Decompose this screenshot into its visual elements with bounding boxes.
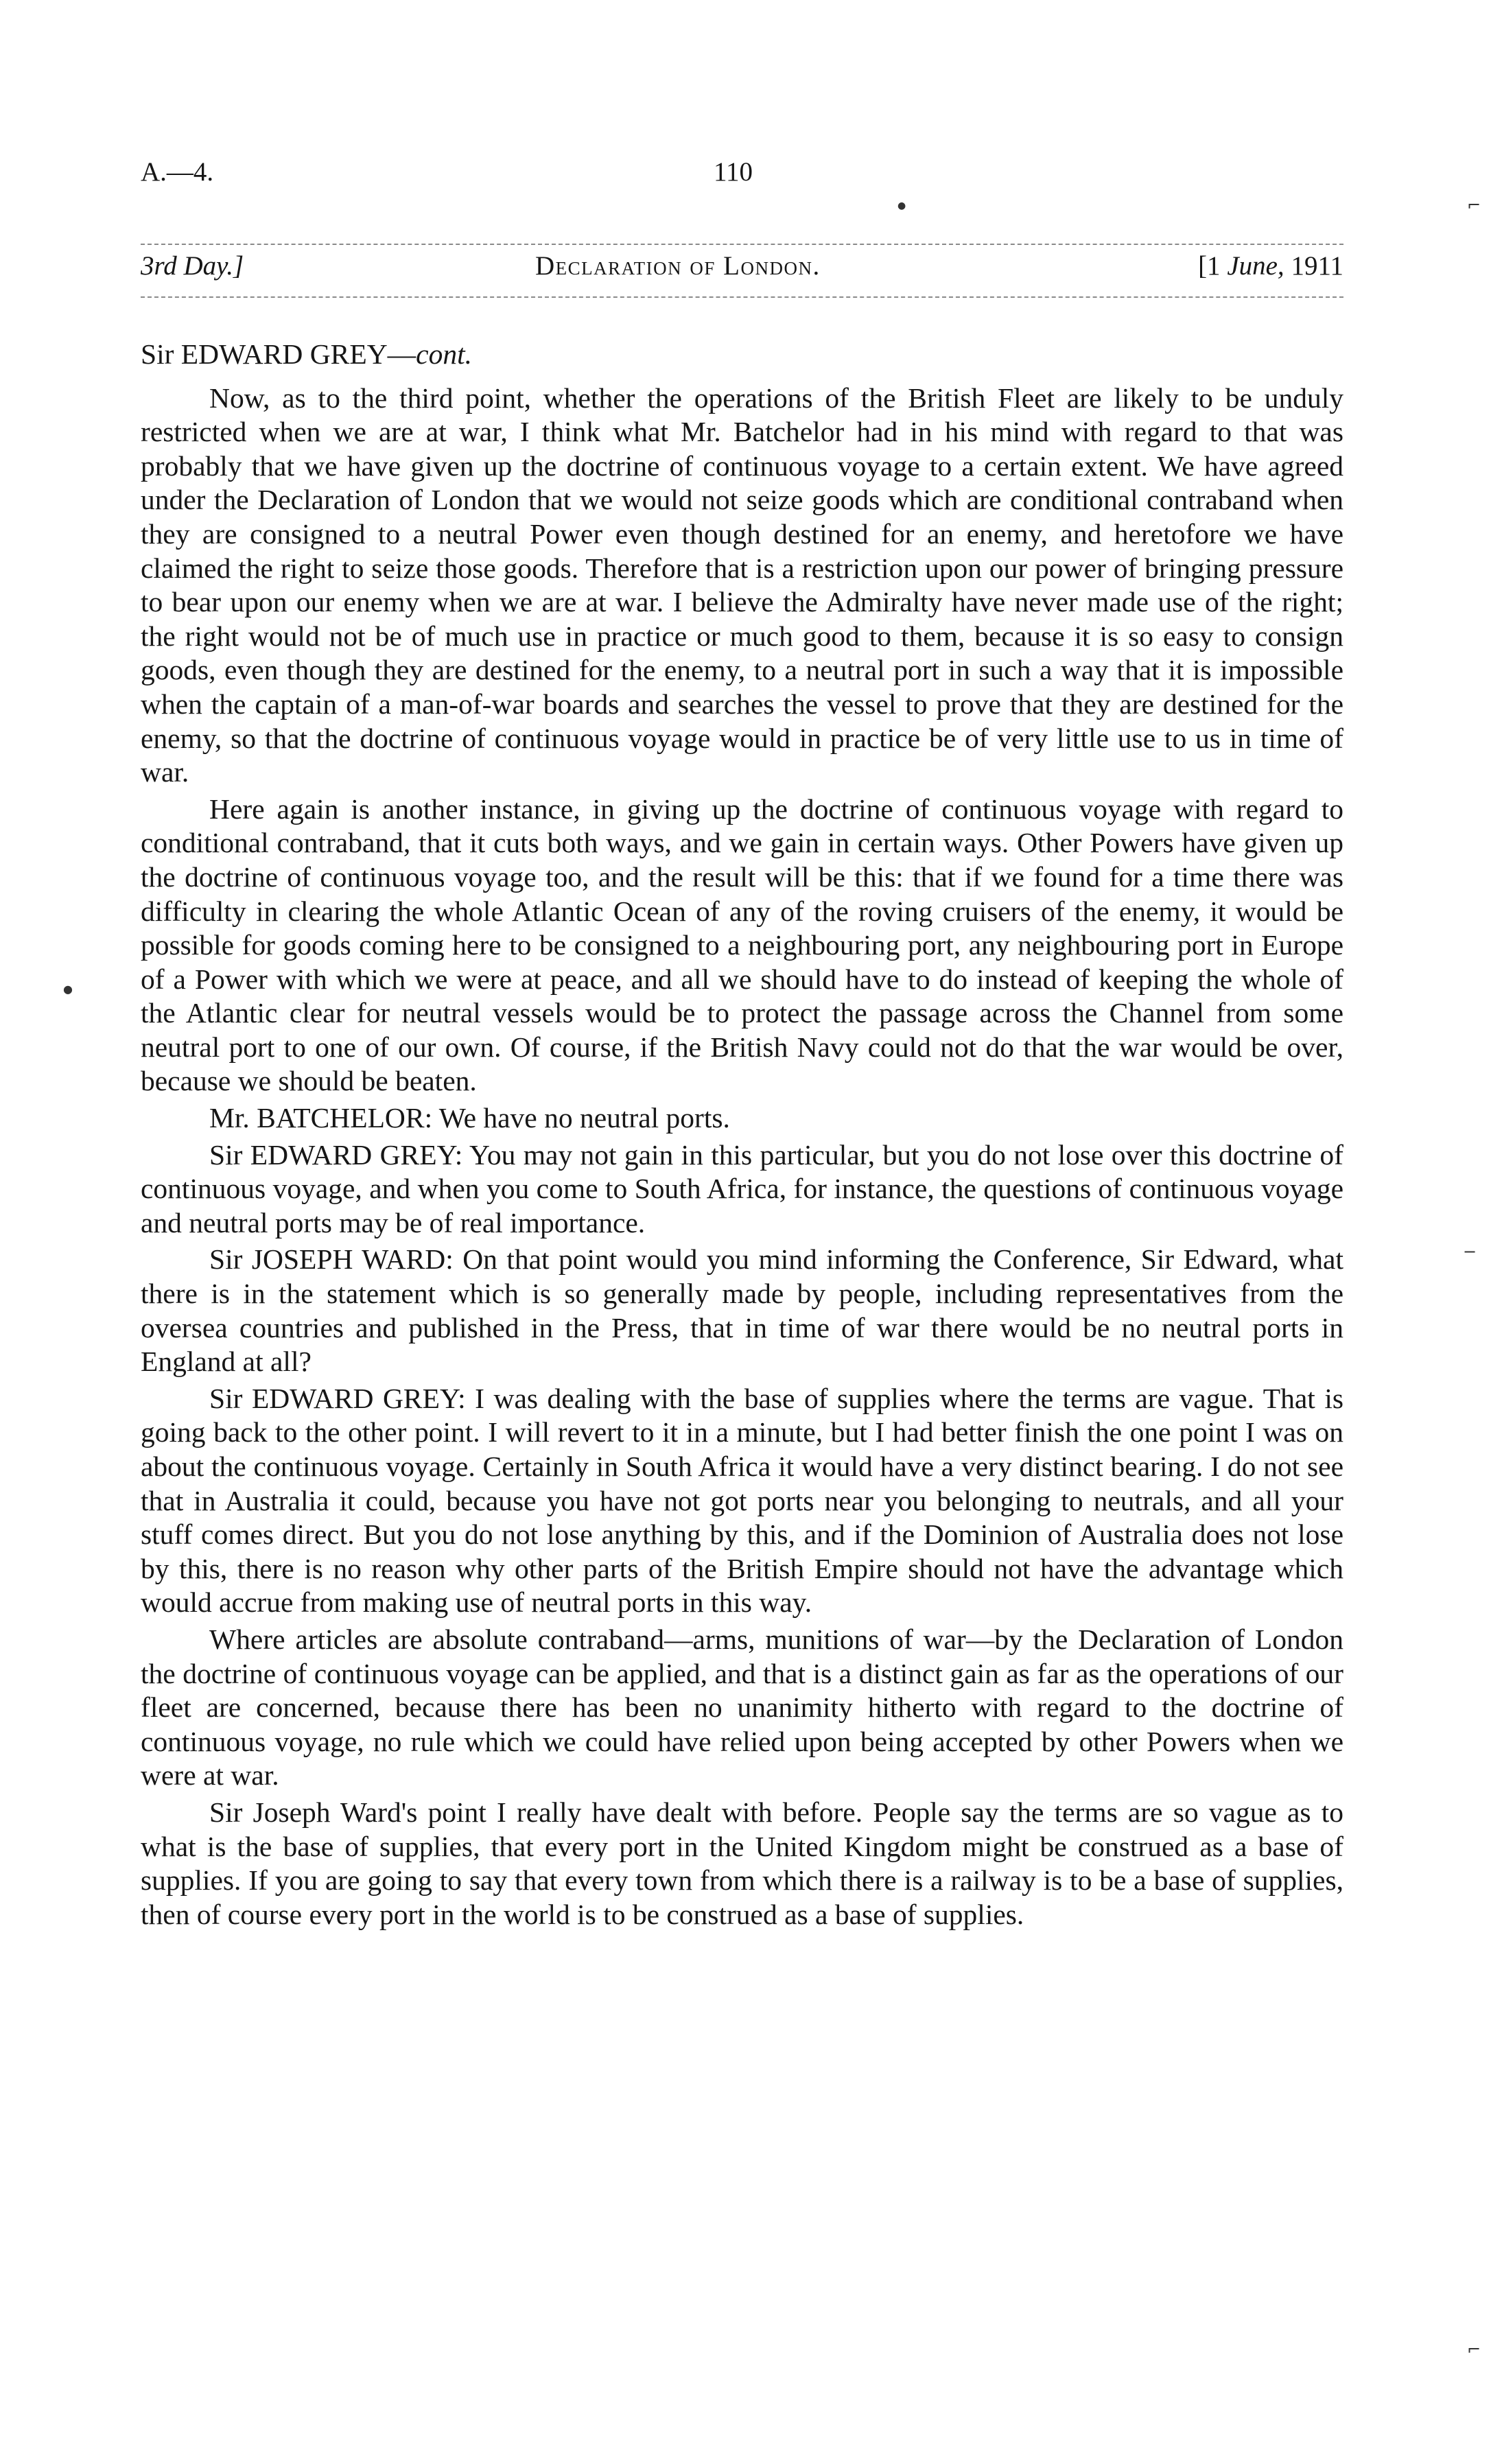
date-month: June, xyxy=(1227,251,1284,281)
paragraph-ward-point: Sir Joseph Ward's point I really have dealt with before. People say the terms are so vague as to what is the base of supplies, that every port in the United Kingdom might be construed as a base of supplies. If you are going to say that every town from which there is a railway is to be a base of supplies, then of course every port in the world is to be construed as a base of supplies. xyxy=(141,1796,1343,1930)
paragraph-grey-base-of-supplies: Sir EDWARD GREY: I was dealing with the base of supplies where the terms are vague. That is going back to the other point. I will revert to it in a minute, but I had better finish the one point I was on about the continuous voyage. Certainly in South Africa it would have a very distinct bearing. I do not see that in Australia it could, because you have not got ports near you belonging to neutrals, and all your stuff comes direct. But you do not lose anything by this, and if the Dominion of Australia does not lose by this, there is no reason why other parts of the British Empire should not have the advantage which would accrue from making use of neutral ports in this way. xyxy=(141,1382,1343,1619)
paragraph-third-point: Now, as to the third point, whether the operations of the British Fleet are likely to be unduly restricted when we are at war, I think what Mr. Batchelor had in his mind with regard to that was probably that we have given up the doctrine of continuous voyage to a certain extent. We have agreed under the Declaration of London that we would not seize goods which are conditional contraband when they are consigned to a neutral Power even though destined for an enemy, and heretofore we have claimed the right to seize those goods. Therefore that is a restriction upon our power of bringing pressure to bear upon our enemy when we are at war. I believe the Admiralty have never made use of the right; the right would not be of much use in practice or much good to them, because it is so easy to consign goods, even though they are destined for the enemy, to a neutral port in such a way that it is impossible when the captain of a man-of-war boards and searches the vessel to prove that they are destined for the enemy, so that the doctrine of continuous voyage would in practice be of very little use to us in time of war. xyxy=(141,382,1343,788)
speaker-name: Sir EDWARD GREY— xyxy=(141,338,416,370)
document-reference: A.—4. xyxy=(141,157,214,187)
running-head-date xyxy=(1198,250,1343,281)
scan-speck: ● xyxy=(63,983,73,996)
scan-edge-mark: ⌐ xyxy=(1467,196,1481,215)
scan-edge-mark: − xyxy=(1463,1242,1477,1261)
header-rule-top xyxy=(141,244,1343,245)
page-header xyxy=(141,156,1343,187)
body-text xyxy=(141,338,1343,1934)
page-number: 110 xyxy=(714,157,753,187)
scan-speck: ● xyxy=(897,200,906,211)
paragraph-here-again: Here again is another instance, in giving up the doctrine of continuous voyage with regard to conditional contraband, that it cuts both ways, and we gain in certain ways. Other Powers have given up the doctrine of continuous voyage too, and the result will be this: that if we found for a time there was difficulty in clearing the whole Atlantic Ocean of any of the roving cruisers of the enemy, it would be possible for goods coming here to be consigned to a neighbouring port, any neighbouring port in Europe of a Power with which we were at peace, and all we should have to do instead of keeping the whole of the Atlantic clear for neutral vessels would be to protect the passage across the Channel from some neutral port to one of our own. Of course, if the British Navy could not do that the war would be over, because we should be beaten. xyxy=(141,793,1343,1097)
running-head xyxy=(141,250,1343,282)
paragraph-batchelor: Mr. BATCHELOR: We have no neutral ports. xyxy=(209,1102,730,1134)
paragraph-grey-reply: Sir EDWARD GREY: You may not gain in this particular, but you do not lose over this doctrine of continuous voyage, and when you come to South Africa, for instance, the questions of continuous voyage and neutral ports may be of real importance. xyxy=(141,1138,1343,1239)
running-head-day: 3rd Day.] xyxy=(141,251,244,281)
paragraph-absolute-contraband: Where articles are absolute contraband—arms, munitions of war—by the Declaration of London the doctrine of continuous voyage can be applied, and that is a distinct gain as far as the operations of our fleet are concerned, because there has been no unanimity hitherto with regard to the doctrine of continuous voyage, no rule which we could have relied upon being accepted by other Powers when we were at war. xyxy=(141,1623,1343,1792)
running-head-title: Declaration of London. xyxy=(535,251,821,281)
date-year: 1911 xyxy=(1284,251,1343,281)
speaker-heading xyxy=(141,338,1343,372)
scan-edge-mark: ⌐ xyxy=(1467,2340,1481,2359)
date-bracket: [1 xyxy=(1198,251,1228,281)
paragraph-ward-question: Sir JOSEPH WARD: On that point would you mind informing the Conference, Sir Edward, what there is in the statement which is so generally made by people, including representatives from the oversea countries and published in the Press, that in time of war there would be no neutral ports in England at all? xyxy=(141,1243,1343,1378)
header-rule-bottom xyxy=(141,296,1343,298)
continued-label: cont. xyxy=(416,338,472,370)
